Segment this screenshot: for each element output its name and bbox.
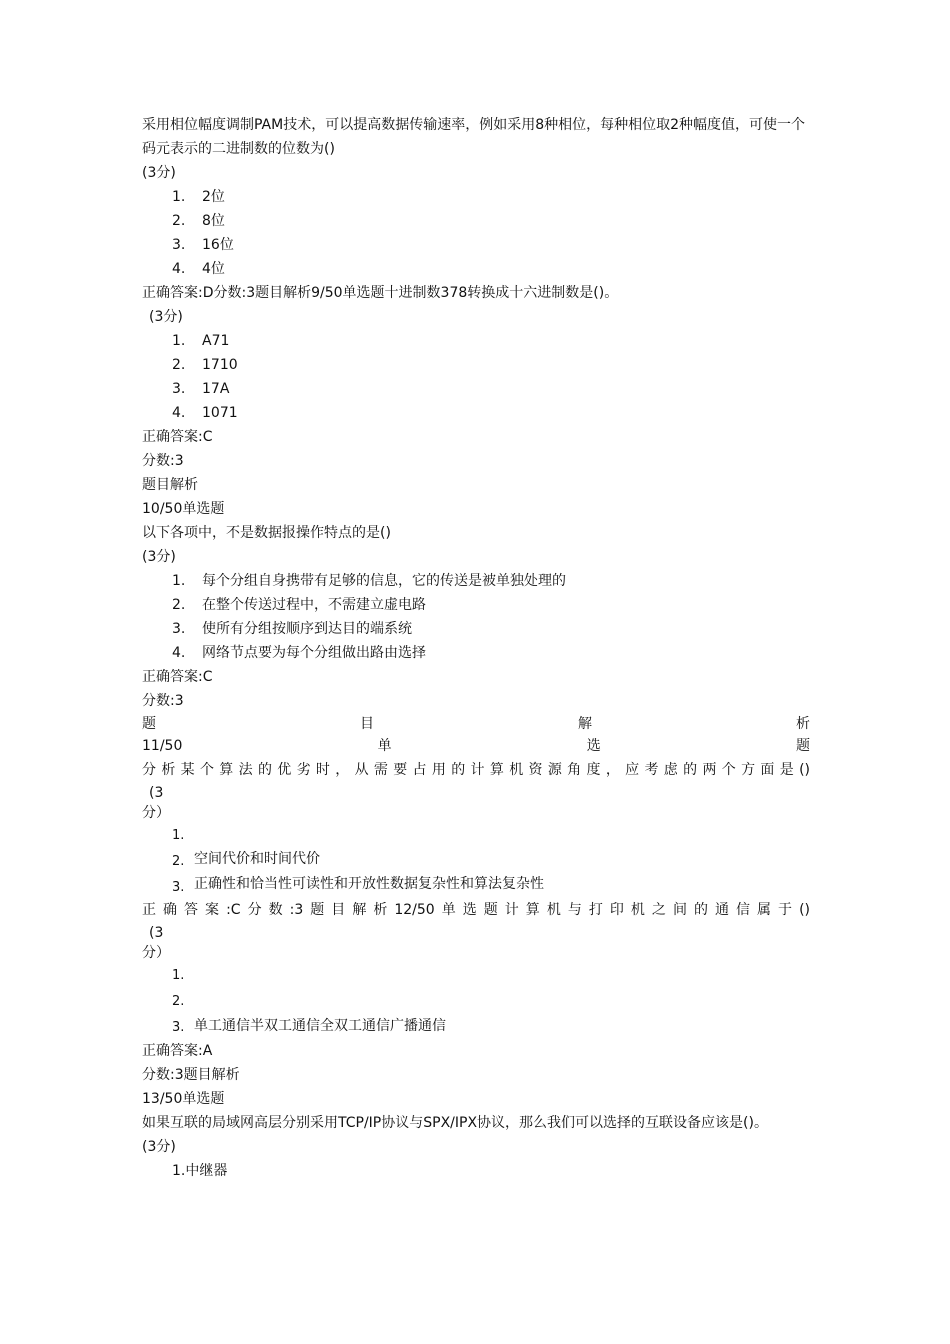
analysis-char: 目	[360, 716, 374, 732]
option-texts	[194, 823, 544, 897]
analysis-char: 解	[578, 716, 592, 732]
question-13-header: 13/50单选题	[142, 1091, 225, 1107]
header-part: 11/50	[142, 738, 183, 754]
option-text: 17A	[202, 381, 230, 397]
question-11-score-a: (3	[149, 785, 164, 801]
question-8-option-1: 1. 2位	[172, 189, 225, 205]
question-12-score-b: 分）	[142, 945, 170, 961]
header-part: 题	[795, 738, 810, 754]
question-12-options	[142, 963, 810, 1039]
option-number: 1.	[172, 968, 185, 983]
question-8-option-4: 4. 4位	[172, 261, 225, 277]
option-text: 单工通信半双工通信全双工通信广播通信	[194, 1018, 446, 1034]
option-text: 正确性和恰当性可读性和开放性数据复杂性和算法复杂性	[194, 876, 544, 892]
question-13-stem: 如果互联的局域网高层分别采用TCP/IP协议与SPX/IPX协议，那么我们可以选择的互联设备应该是()。	[142, 1115, 768, 1131]
question-12-answer: 正确答案:A	[142, 1043, 213, 1059]
question-10-option-1: 1. 每个分组自身携带有足够的信息，它的传送是被单独处理的	[172, 573, 566, 589]
option-text: 2位	[202, 189, 225, 205]
question-10-answer: 正确答案:C	[142, 669, 213, 685]
option-number: 3.	[172, 1020, 185, 1035]
question-8-option-2: 2. 8位	[172, 213, 225, 229]
option-text: 在整个传送过程中，不需建立虚电路	[202, 597, 426, 613]
question-9-points: 分数:3	[142, 453, 184, 469]
question-11-score-b: 分）	[142, 805, 170, 821]
option-text: A71	[202, 333, 230, 349]
option-text: 网络节点要为每个分组做出路由选择	[202, 645, 426, 661]
question-11-header	[142, 735, 810, 757]
option-number: 2.	[172, 854, 185, 869]
question-9-option-1: 1. A71	[172, 333, 230, 349]
question-9-answer: 正确答案:C	[142, 429, 213, 445]
question-9-option-2: 2. 1710	[172, 357, 238, 373]
option-text: 空间代价和时间代价	[194, 851, 320, 867]
question-11-stem: 分析某个算法的优劣时，从需要占用的计算机资源角度，应考虑的两个方面是()	[142, 762, 810, 778]
option-text: 1071	[202, 405, 238, 421]
analysis-char: 题	[142, 716, 156, 732]
question-9-option-4: 4. 1071	[172, 405, 238, 421]
question-12-points-line: 分数:3题目解析	[142, 1067, 240, 1083]
header-part: 选	[586, 738, 601, 754]
question-10-points: 分数:3	[142, 693, 184, 709]
option-text: 使所有分组按顺序到达目的端系统	[202, 621, 412, 637]
option-text: 8位	[202, 213, 225, 229]
question-11-answer-line: 正确答案:C分数:3题目解析12/50单选题计算机与打印机之间的通信属于()	[142, 902, 810, 918]
option-number: 2.	[172, 994, 185, 1009]
option-numbers	[172, 963, 194, 1039]
question-8-stem: 采用相位幅度调制PAM技术，可以提高数据传输速率，例如采用8种相位，每种相位取2种幅度值，可使一个码元表示的二进制数的位数为()	[142, 117, 806, 157]
question-9-analysis: 题目解析	[142, 477, 198, 493]
option-numbers	[172, 823, 194, 897]
header-part: 单	[377, 738, 392, 754]
question-10-option-3: 3. 使所有分组按顺序到达目的端系统	[172, 621, 412, 637]
question-10-option-4: 4. 网络节点要为每个分组做出路由选择	[172, 645, 426, 661]
question-9-score: (3分)	[149, 309, 183, 325]
option-text: 4位	[202, 261, 225, 277]
question-10-option-2: 2. 在整个传送过程中，不需建立虚电路	[172, 597, 426, 613]
question-11-options	[142, 823, 810, 897]
question-12-score-a: (3	[149, 925, 164, 941]
option-text: 16位	[202, 237, 234, 253]
option-text: 1710	[202, 357, 238, 373]
question-8-option-3: 3. 16位	[172, 237, 234, 253]
option-texts	[194, 963, 446, 1039]
option-number: 1.	[172, 828, 185, 843]
analysis-char: 析	[796, 716, 810, 732]
question-10-score: (3分)	[142, 549, 176, 565]
question-8-score: (3分)	[142, 165, 176, 181]
question-13-score: (3分)	[142, 1139, 176, 1155]
question-13-option-1: 1.中继器	[172, 1163, 228, 1179]
question-9-option-3: 3. 17A	[172, 381, 230, 397]
question-10-analysis	[142, 713, 810, 735]
option-text: 每个分组自身携带有足够的信息，它的传送是被单独处理的	[202, 573, 566, 589]
question-10-stem: 以下各项中，不是数据报操作特点的是()	[142, 525, 391, 541]
document-page	[142, 113, 810, 1183]
option-number: 3.	[172, 880, 185, 895]
question-8-answer-line: 正确答案:D分数:3题目解析9/50单选题十进制数378转换成十六进制数是()。	[142, 285, 619, 301]
question-10-header: 10/50单选题	[142, 501, 225, 517]
